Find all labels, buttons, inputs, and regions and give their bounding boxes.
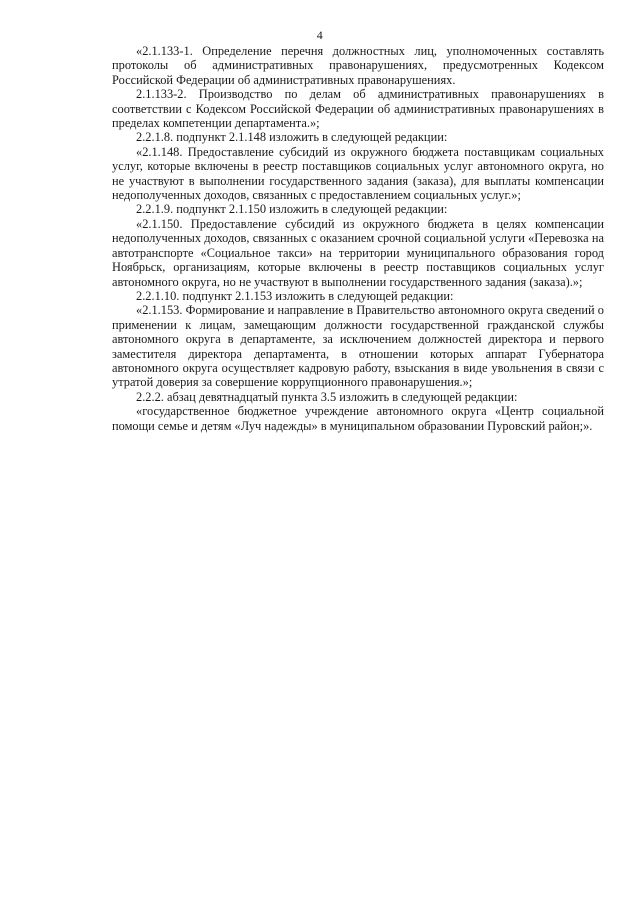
paragraph-2-1-133-2: 2.1.133-2. Производство по делам об административных правонарушениях в соответствии с Кодексом Российской Федерации об административных правонарушениях в пределах компетенции департамента.»; bbox=[112, 87, 604, 131]
paragraph-3-5-replacement: «государственное бюджетное учреждение автономного округа «Центр социальной помощи семье и детям «Луч надежды» в муниципальном образовании Пуровский район;». bbox=[112, 404, 604, 433]
paragraph-2-1-150: «2.1.150. Предоставление субсидий из окружного бюджета в целях компенсации недополученных доходов, связанных с оказанием срочной социальной услуги «Перевозка на автотранспорте «Социальное такси» на территории муниципального образования город Ноябрьск, организациям, которые включены в реестр поставщиков социальных услуг автономного округа, но не участвуют в выполнении государственного задания (заказа).»; bbox=[112, 216, 604, 289]
paragraph-2-2-1-8: 2.2.1.8. подпункт 2.1.148 изложить в следующей редакции: bbox=[136, 130, 448, 145]
document-body bbox=[112, 44, 604, 433]
page-number: 4 bbox=[316, 28, 324, 42]
paragraph-2-1-153: «2.1.153. Формирование и направление в Правительство автономного округа сведений о применении к лицам, замещающим должности государственной гражданской службы автономного округа в департаменте, за исключением должностей директора и первого заместителя директора департамента, в отношении которых аппарат Губернатора автономного округа осуществляет кадровую работу, взыскания в виде увольнения в связи с утратой доверия за совершение коррупционного правонарушения.»; bbox=[112, 303, 604, 390]
paragraph-2-2-1-9: 2.2.1.9. подпункт 2.1.150 изложить в следующей редакции: bbox=[136, 202, 448, 217]
paragraph-2-2-1-10: 2.2.1.10. подпункт 2.1.153 изложить в следующей редакции: bbox=[136, 288, 454, 303]
paragraph-2-2-2: 2.2.2. абзац девятнадцатый пункта 3.5 изложить в следующей редакции: bbox=[136, 389, 518, 404]
paragraph-2-1-133-1: «2.1.133-1. Определение перечня должностных лиц, уполномоченных составлять протоколы об административных правонарушениях, предусмотренных Кодексом Российской Федерации об административных правонарушениях. bbox=[112, 44, 604, 87]
paragraph-2-1-148: «2.1.148. Предоставление субсидий из окружного бюджета поставщикам социальных услуг, которые включены в реестр поставщиков социальных услуг автономного округа, но не участвуют в выполнении государственного задания (заказа), для выплаты компенсации недополученных доходов, связанных с предоставлением социальных услуг.»; bbox=[112, 144, 604, 203]
